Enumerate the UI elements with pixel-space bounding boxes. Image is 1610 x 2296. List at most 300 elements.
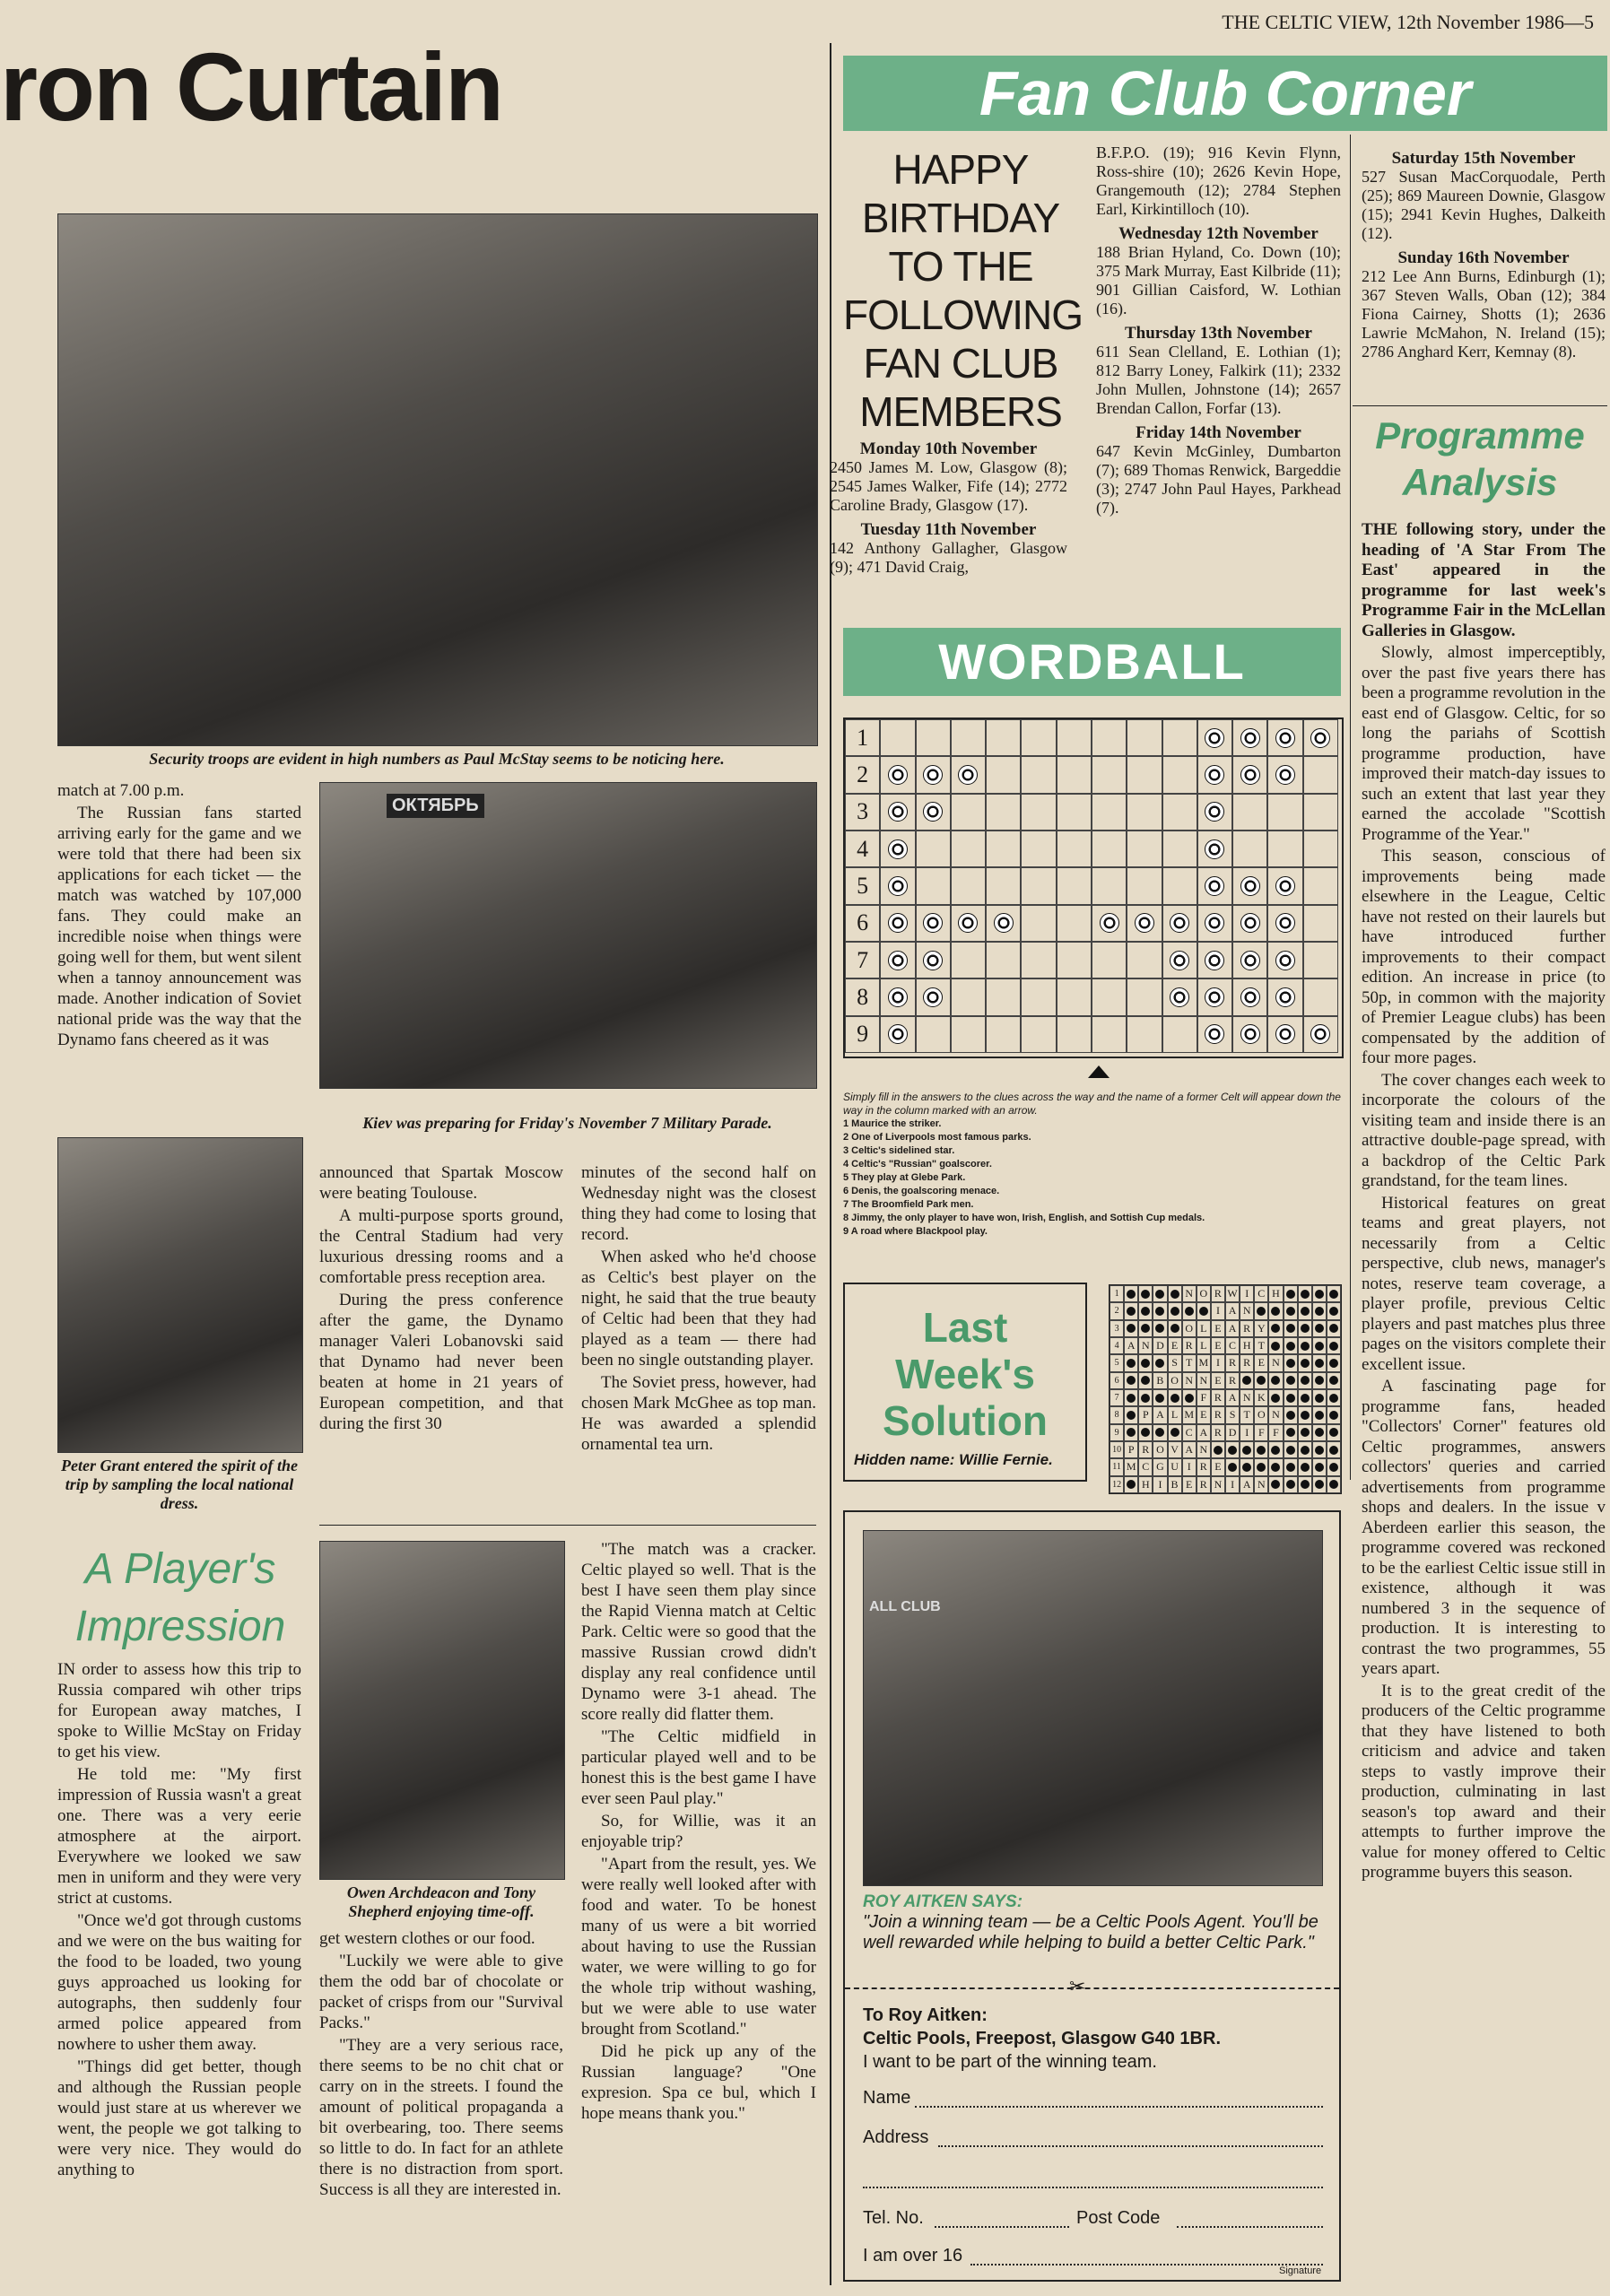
answer-cell[interactable] (1057, 905, 1092, 942)
football-icon (1327, 1372, 1341, 1389)
row-number: 8 (845, 978, 880, 1015)
row-number: 1 (1110, 1285, 1124, 1302)
clue: 2 One of Liverpools most famous parks. (843, 1132, 1031, 1143)
football-icon (1254, 1458, 1268, 1475)
answer-cell[interactable] (1021, 905, 1056, 942)
paragraph: "They are a very serious race, there seems to be no chit chat or carry on in the streets. I found the amount of political propaganda a bit overbearing, too. There seems so little to do. In fact for an athlete there is no distraction from sport. Success is all they are interested in. (319, 2036, 563, 2199)
row-number: 2 (845, 756, 880, 793)
answer-cell[interactable] (951, 978, 986, 1015)
paragraph: get western clothes or our food. (319, 1929, 535, 1948)
answer-cell[interactable] (1127, 867, 1162, 904)
football-icon (1138, 1354, 1153, 1371)
football-icon (1168, 1389, 1182, 1406)
answer-cell[interactable] (1303, 942, 1338, 978)
birthday-list: 527 Susan MacCorquodale, Perth (25); 869 Maureen Downie, Glasgow (15); 2941 Kevin Hughes, Dalkeith (12). (1362, 168, 1606, 242)
answer-cell[interactable] (1232, 831, 1267, 867)
heading-line: FOLLOWING (843, 291, 1083, 338)
solution-letter: R (1197, 1458, 1211, 1475)
answer-cell[interactable] (1127, 978, 1162, 1015)
answer-cell[interactable] (1092, 756, 1127, 793)
football-icon (1153, 1424, 1167, 1441)
football-icon (1284, 1302, 1298, 1319)
football-icon (1268, 1302, 1283, 1319)
solution-letter: O (1197, 1285, 1211, 1302)
age-label: I am over 16 (863, 2246, 963, 2266)
football-icon (1168, 1285, 1182, 1302)
answer-cell[interactable] (986, 794, 1021, 831)
football-icon (1267, 905, 1302, 942)
football-icon (1298, 1320, 1312, 1337)
solution-letter: C (1225, 1337, 1240, 1354)
football-icon (1197, 867, 1232, 904)
football-icon (1124, 1424, 1138, 1441)
clue: 7 The Broomfield Park men. (843, 1199, 974, 1210)
answer-cell[interactable] (1057, 794, 1092, 831)
answer-cell[interactable] (1021, 719, 1056, 756)
row-number: 3 (845, 794, 880, 831)
football-icon (1138, 1424, 1153, 1441)
answer-cell[interactable] (1021, 756, 1056, 793)
solution-letter: F (1268, 1424, 1283, 1441)
football-icon (1298, 1458, 1312, 1475)
football-icon (1284, 1285, 1298, 1302)
solution-letter: A (1197, 1424, 1211, 1441)
solution-letter: N (1182, 1285, 1197, 1302)
last-week-box (843, 1283, 1087, 1482)
answer-cell[interactable] (1127, 1016, 1162, 1053)
solution-letter: R (1182, 1337, 1197, 1354)
solution-letter: E (1197, 1406, 1211, 1423)
football-icon (1312, 1302, 1327, 1319)
address-label: Address (863, 2127, 929, 2147)
answer-cell[interactable] (951, 794, 986, 831)
row-number: 10 (1110, 1441, 1124, 1458)
heading-line: TO THE (888, 243, 1033, 290)
fan-club-col1 (830, 434, 1067, 577)
kiev-sign: ОКТЯБРЬ (387, 794, 484, 818)
title-line: A Player's (84, 1545, 276, 1593)
answer-cell[interactable] (1092, 978, 1127, 1015)
answer-cell[interactable] (951, 719, 986, 756)
answer-cell[interactable] (916, 831, 951, 867)
football-icon (1268, 1389, 1283, 1406)
solution-letter: C (1138, 1458, 1153, 1475)
football-icon (1124, 1476, 1138, 1493)
answer-cell[interactable] (1021, 867, 1056, 904)
answer-cell[interactable] (1232, 794, 1267, 831)
solution-letter: N (1138, 1337, 1153, 1354)
paragraph: "The match was a cracker. Celtic played so well. That is the best I have seen them play since the Rapid Vienna match at Celtic Park. Celtic were so good that the massive Russian crowd didn't display any real confidence until Dynamo were 3-1 ahead. The score really did flatter them. (581, 1540, 816, 1724)
answer-cell[interactable] (1021, 794, 1056, 831)
tel-field[interactable] (935, 2226, 1069, 2228)
name-field[interactable] (915, 2106, 1323, 2108)
clue: 5 They play at Glebe Park. (843, 1172, 966, 1183)
answer-cell[interactable] (1162, 867, 1197, 904)
football-icon (1268, 1441, 1283, 1458)
headline: ron Curtain (0, 32, 502, 141)
fan-club-col3 (1362, 144, 1606, 361)
answer-cell[interactable] (1162, 756, 1197, 793)
answer-cell[interactable] (986, 1016, 1021, 1053)
paragraph: IN order to assess how this trip to Russia compared wih other trips for European away matches, I spoke to Willie McStay on Friday to get his view. (57, 1660, 301, 1761)
solution-letter: E (1211, 1372, 1225, 1389)
solution-letter: A (1153, 1406, 1167, 1423)
kiev-photo (319, 782, 817, 1089)
solution-letter: R (1211, 1424, 1225, 1441)
solution-letter: E (1254, 1354, 1268, 1371)
answer-cell[interactable] (1162, 831, 1197, 867)
answer-cell[interactable] (951, 942, 986, 978)
football-icon (880, 978, 915, 1015)
solution-letter: U (1168, 1458, 1182, 1475)
solution-letter: N (1254, 1476, 1268, 1493)
football-icon (880, 942, 915, 978)
answer-cell[interactable] (916, 719, 951, 756)
day-heading: Thursday 13th November (1124, 324, 1312, 343)
paragraph: Slowly, almost imperceptibly, over the past five years there has been a programme revolution in the east end of Glasgow. Celtic, for so long the pariahs of Scottish programme production, have improved their match-day issues to such an extent that last year they earned the accolade "Scottish Programme of the Year." (1362, 643, 1606, 844)
football-icon (880, 1016, 915, 1053)
solution-letter: A (1182, 1441, 1197, 1458)
football-icon (1197, 1016, 1232, 1053)
football-icon (880, 831, 915, 867)
row-number: 7 (1110, 1389, 1124, 1406)
answer-cell[interactable] (1092, 867, 1127, 904)
answer-cell[interactable] (1303, 867, 1338, 904)
answer-cell[interactable] (1127, 719, 1162, 756)
solution-letter: B (1153, 1372, 1167, 1389)
football-icon (880, 905, 915, 942)
answer-cell[interactable] (1057, 867, 1092, 904)
roy-says: ROY AITKEN SAYS: (863, 1892, 1023, 1911)
heading-line: MEMBERS (859, 388, 1062, 435)
answer-cell[interactable] (986, 831, 1021, 867)
solution-letter: I (1182, 1458, 1197, 1475)
archdeacon-caption: Owen Archdeacon and Tony Shepherd enjoying time-off. (346, 1883, 536, 1920)
football-icon (1153, 1389, 1167, 1406)
football-icon (1284, 1320, 1298, 1337)
grant-photo (57, 1137, 303, 1453)
row-number: 5 (845, 867, 880, 904)
title-line: Week's (895, 1351, 1035, 1397)
heading-line: FAN CLUB (863, 340, 1058, 387)
football-icon (916, 794, 951, 831)
answer-cell[interactable] (1021, 1016, 1056, 1053)
wordball-grid (843, 718, 1344, 1058)
football-icon (1327, 1302, 1341, 1319)
answer-cell[interactable] (986, 942, 1021, 978)
football-icon (1284, 1476, 1298, 1493)
answer-cell[interactable] (1303, 831, 1338, 867)
answer-cell[interactable] (1303, 794, 1338, 831)
football-icon (1268, 1458, 1283, 1475)
section-rule (319, 1525, 816, 1526)
solution-letter: E (1168, 1337, 1182, 1354)
answer-cell[interactable] (1092, 1016, 1127, 1053)
answer-cell[interactable] (1057, 756, 1092, 793)
football-icon (1197, 756, 1232, 793)
answer-cell[interactable] (986, 756, 1021, 793)
football-icon (1124, 1389, 1138, 1406)
football-icon (880, 794, 915, 831)
security-photo (57, 213, 818, 746)
answer-cell[interactable] (1092, 794, 1127, 831)
solution-letter: R (1225, 1354, 1240, 1371)
paragraph: "Once we'd got through customs and we were on the bus waiting for the food to be loaded, two young guys approached us looking for autographs, then suddenly four armed police appeared from nowhere to usher them away. (57, 1911, 301, 2054)
answer-cell[interactable] (951, 831, 986, 867)
solution-letter: T (1240, 1406, 1254, 1423)
solution-letter: S (1225, 1406, 1240, 1423)
postcode-field[interactable] (1177, 2226, 1323, 2228)
impression-col-a (57, 1659, 301, 2182)
football-icon (1327, 1458, 1341, 1475)
football-icon (1168, 1302, 1182, 1319)
answer-cell[interactable] (1127, 831, 1162, 867)
wordball-banner: WORDBALL (843, 628, 1341, 696)
football-icon (1312, 1372, 1327, 1389)
answer-cell[interactable] (986, 867, 1021, 904)
paragraph: Did he pick up any of the Russian language? "One expresion. Spa ce bul, which I hope means thank you." (581, 2042, 816, 2123)
football-icon (1240, 1458, 1254, 1475)
birthday-list: 647 Kevin McGinley, Dumbarton (7); 689 Thomas Renwick, Bargeddie (3); 2747 John Paul Hayes, Parkhead (7). (1096, 442, 1341, 517)
row-number: 12 (1110, 1476, 1124, 1493)
fan-club-col2 (1096, 144, 1341, 517)
day-heading: Monday 10th November (859, 439, 1038, 458)
solution-letter: H (1138, 1476, 1153, 1493)
football-icon (1153, 1354, 1167, 1371)
football-icon (1232, 719, 1267, 756)
football-icon (1312, 1285, 1327, 1302)
birthday-list: 2450 James M. Low, Glasgow (8); 2545 James Walker, Fife (14); 2772 Caroline Brady, Glasgow (17). (830, 458, 1067, 514)
football-icon (1327, 1441, 1341, 1458)
solution-letter: E (1182, 1476, 1197, 1493)
football-icon (1162, 905, 1197, 942)
solution-letter: F (1197, 1389, 1211, 1406)
answer-cell[interactable] (1021, 978, 1056, 1015)
solution-letter: D (1153, 1337, 1167, 1354)
answer-cell[interactable] (1127, 756, 1162, 793)
answer-cell[interactable] (1057, 942, 1092, 978)
heading-line: BIRTHDAY (861, 195, 1060, 241)
signature-field[interactable] (970, 2264, 1323, 2266)
answer-cell[interactable] (986, 978, 1021, 1015)
football-icon (1240, 1441, 1254, 1458)
birthday-list: 188 Brian Hyland, Co. Down (10); 375 Mark Murray, East Kilbride (11); 901 Gillian Caisford, W. Lothian (16). (1096, 243, 1341, 317)
solution-letter: B (1168, 1476, 1182, 1493)
article-left-col (57, 780, 301, 1052)
football-icon (1284, 1389, 1298, 1406)
form-want: I want to be part of the winning team. (863, 2052, 1157, 2072)
solution-letter: N (1182, 1372, 1197, 1389)
solution-letter: D (1225, 1424, 1240, 1441)
answer-cell[interactable] (1162, 794, 1197, 831)
paragraph: "Things did get better, though and although the Russian people would just stare at us wherever we went, the people we got talking to were very nice. They would do anything to (57, 2057, 301, 2179)
football-icon (1254, 1302, 1268, 1319)
football-icon (1153, 1320, 1167, 1337)
football-icon (1327, 1320, 1341, 1337)
football-icon (916, 905, 951, 942)
solution-letter: A (1225, 1389, 1240, 1406)
solution-letter: P (1124, 1441, 1138, 1458)
football-icon (1312, 1354, 1327, 1371)
solution-letter: T (1182, 1354, 1197, 1371)
paragraph: This season, conscious of improvements being made elsewhere in the League, Celtic have not rested on their laurels but have introduced further improvements to their compact edition. An increase in price (to 50p, in common with the majority of Premier League clubs) has been compensated by the addition of four more pages. (1362, 847, 1606, 1067)
solution-letter: I (1240, 1424, 1254, 1441)
answer-cell[interactable] (1092, 831, 1127, 867)
solution-letter: N (1197, 1441, 1211, 1458)
football-icon (951, 905, 986, 942)
paragraph: The Soviet press, however, had chosen Mark McGhee as top man. He was awarded a splendid ornamental tea urn. (581, 1373, 816, 1454)
football-icon (1162, 978, 1197, 1015)
answer-cell[interactable] (1092, 942, 1127, 978)
football-icon (1092, 905, 1127, 942)
answer-cell[interactable] (1267, 794, 1302, 831)
address-field-2[interactable] (863, 2187, 1323, 2188)
football-icon (1232, 978, 1267, 1015)
answer-cell[interactable] (880, 719, 915, 756)
hidden-name: Hidden name: Willie Fernie. (854, 1451, 1053, 1468)
answer-cell[interactable] (916, 867, 951, 904)
football-icon (880, 756, 915, 793)
football-icon (1127, 905, 1162, 942)
football-icon (1232, 867, 1267, 904)
football-icon (986, 905, 1021, 942)
football-icon (1267, 978, 1302, 1015)
answer-cell[interactable] (1021, 831, 1056, 867)
birthday-list: 142 Anthony Gallagher, Glasgow (9); 471 David Craig, (830, 539, 1067, 576)
roy-aitken-photo (863, 1530, 1323, 1886)
solution-letter: H (1240, 1337, 1254, 1354)
heading-line: HAPPY (892, 146, 1029, 193)
solution-letter: I (1153, 1476, 1167, 1493)
answer-cell[interactable] (1057, 831, 1092, 867)
answer-cell[interactable] (1127, 794, 1162, 831)
football-icon (1197, 905, 1232, 942)
football-icon (951, 756, 986, 793)
paragraph: "The Celtic midfield in particular played well and to be honest this is the best game I have ever seen Paul play." (581, 1727, 816, 1808)
solution-letter: M (1197, 1354, 1211, 1371)
day-heading: Wednesday 12th November (1118, 224, 1318, 243)
impression-col-b (319, 1928, 563, 2202)
paragraph: A multi-purpose sports ground, the Central Stadium had very luxurious dressing rooms and a comfortable press reception area. (319, 1206, 563, 1287)
answer-cell[interactable] (1057, 1016, 1092, 1053)
answer-cell[interactable] (1092, 719, 1127, 756)
football-icon (1284, 1458, 1298, 1475)
solution-letter: A (1240, 1476, 1254, 1493)
address-field[interactable] (938, 2145, 1323, 2147)
name-label: Name (863, 2088, 911, 2108)
programme-analysis-title (1353, 413, 1607, 506)
football-icon (1298, 1354, 1312, 1371)
football-icon (1298, 1285, 1312, 1302)
answer-cell[interactable] (951, 1016, 986, 1053)
answer-cell[interactable] (1057, 978, 1092, 1015)
solution-letter: R (1240, 1320, 1254, 1337)
solution-letter: N (1211, 1476, 1225, 1493)
answer-cell[interactable] (1057, 719, 1092, 756)
solution-letter: V (1168, 1441, 1182, 1458)
answer-cell[interactable] (1127, 942, 1162, 978)
football-icon (1267, 942, 1302, 978)
football-icon (1303, 719, 1338, 756)
clue: 8 Jimmy, the only player to have won, Irish, English, and Sottish Cup medals. (843, 1213, 1205, 1223)
answer-cell[interactable] (1303, 978, 1338, 1015)
football-icon (916, 978, 951, 1015)
solution-letter: R (1211, 1285, 1225, 1302)
birthday-list: 212 Lee Ann Burns, Edinburgh (1); 367 Steven Walls, Oban (12); 384 Fiona Cairney, Shotts (1); 2636 Lawrie McMahon, N. Ireland (15); 2786 Anghard Kerr, Kemnay (8). (1362, 267, 1606, 361)
row-number: 7 (845, 942, 880, 978)
solution-letter: G (1153, 1458, 1167, 1475)
answer-cell[interactable] (916, 1016, 951, 1053)
football-icon (1124, 1285, 1138, 1302)
birthday-list: 611 Sean Clelland, E. Lothian (1); 812 Barry Loney, Falkirk (11); 2332 John Mullen, Johnstone (14); 2657 Brendan Callon, Forfar (13). (1096, 343, 1341, 417)
football-icon (1168, 1320, 1182, 1337)
solution-letter: I (1225, 1476, 1240, 1493)
football-icon (1197, 1302, 1211, 1319)
solution-letter: C (1254, 1285, 1268, 1302)
football-icon (1284, 1424, 1298, 1441)
football-icon (916, 942, 951, 978)
football-icon (1232, 942, 1267, 978)
football-icon (1303, 1016, 1338, 1053)
answer-cell[interactable] (1267, 831, 1302, 867)
answer-cell[interactable] (1303, 756, 1338, 793)
answer-cell[interactable] (1021, 942, 1056, 978)
football-icon (1267, 867, 1302, 904)
paragraph: minutes of the second half on Wednesday night was the closest thing they had come to losing that record. (581, 1163, 816, 1244)
title-line: Last (922, 1304, 1008, 1351)
football-icon (1312, 1476, 1327, 1493)
solution-letter: K (1254, 1389, 1268, 1406)
solution-letter: R (1138, 1441, 1153, 1458)
programme-col (1362, 520, 1606, 1885)
paragraph: He told me: "My first impression of Russia wasn't a great one. There was a very eerie atmosphere at the airport. Everywhere we looked we saw men in uniform and they were very strict at customs. (57, 1765, 301, 1908)
football-icon (1153, 1302, 1167, 1319)
football-icon (1298, 1372, 1312, 1389)
solution-letter: L (1168, 1406, 1182, 1423)
football-icon (1138, 1285, 1153, 1302)
kiev-caption: Kiev was preparing for Friday's November 7 Military Parade. (362, 1114, 772, 1132)
football-icon (1298, 1389, 1312, 1406)
football-icon (1182, 1389, 1197, 1406)
title-line: Programme (1375, 414, 1585, 457)
answer-cell[interactable] (951, 867, 986, 904)
football-icon (1312, 1406, 1327, 1423)
football-icon (1298, 1406, 1312, 1423)
row-number: 8 (1110, 1406, 1124, 1423)
paragraph: A fascinating page for programme fans, headed "Collectors' Corner" features old Celtic programmes, answers collectors' queries and carried advertisements from programme shops and dealers. In the issue v Aberdeen earlier this season, the programme covered was reckoned to be the earliest Celtic issue still in existence, although it was numbered 3 in the sequence of production. It is interesting to contrast the two programmes, 55 years apart. (1362, 1377, 1606, 1678)
football-icon (1284, 1441, 1298, 1458)
solution-letter: N (1197, 1372, 1211, 1389)
football-icon (1327, 1424, 1341, 1441)
solution-letter: L (1197, 1337, 1211, 1354)
football-icon (1232, 1016, 1267, 1053)
solution-letter: A (1124, 1337, 1138, 1354)
answer-cell[interactable] (1162, 719, 1197, 756)
football-icon (1232, 905, 1267, 942)
solution-letter: I (1211, 1354, 1225, 1371)
clue: 9 A road where Blackpool play. (843, 1226, 988, 1237)
solution-letter: O (1182, 1320, 1197, 1337)
answer-cell[interactable] (1162, 1016, 1197, 1053)
answer-cell[interactable] (1303, 905, 1338, 942)
football-icon (1232, 756, 1267, 793)
row-number: 4 (845, 831, 880, 867)
answer-cell[interactable] (986, 719, 1021, 756)
player-impression-title (54, 1541, 307, 1656)
solution-letter: O (1254, 1406, 1268, 1423)
football-icon (1312, 1320, 1327, 1337)
archdeacon-photo (319, 1541, 565, 1880)
